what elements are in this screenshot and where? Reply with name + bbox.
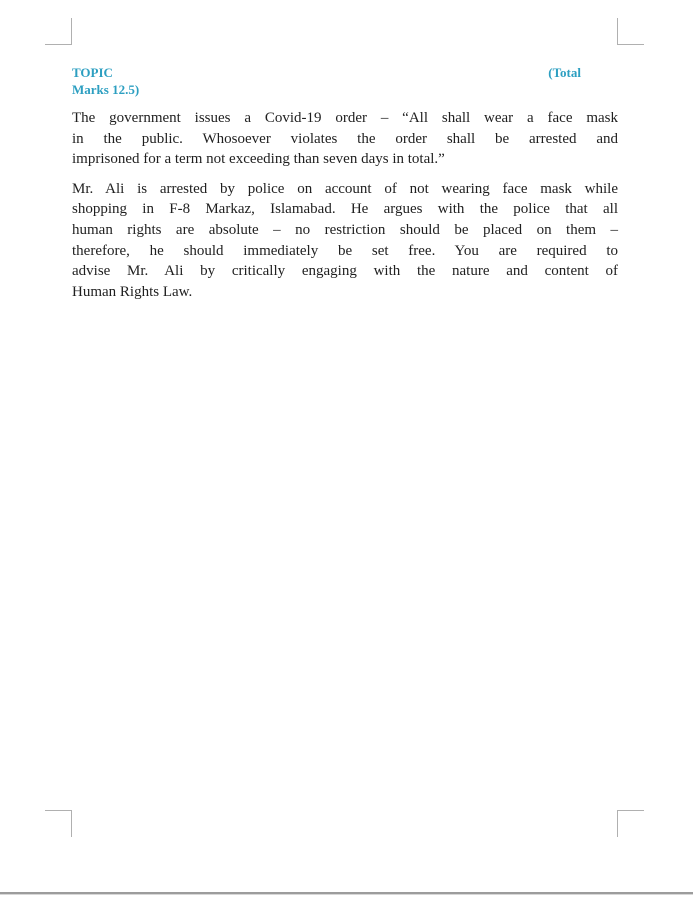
text-line: Human Rights Law. (72, 283, 193, 300)
topic-label: TOPIC (72, 65, 113, 80)
margin-crop-mark-bottom-left (45, 810, 72, 837)
text-line: human rights are absolute – no restriction should be placed on them – (72, 221, 618, 238)
margin-crop-mark-top-right (617, 18, 644, 45)
text-line: Mr. Ali is arrested by police on account of not wearing face mask while (72, 180, 618, 197)
paragraph-mr-ali-scenario (72, 179, 618, 303)
text-line: advise Mr. Ali by critically engaging with the nature and content of (72, 263, 618, 280)
page-boundary-line (0, 892, 693, 895)
margin-crop-mark-bottom-right (617, 810, 644, 837)
text-line: imprisoned for a term not exceeding than seven days in total.” (72, 151, 445, 168)
text-line: shopping in F-8 Markaz, Islamabad. He argues with the police that all (72, 201, 618, 218)
margin-crop-mark-top-left (45, 18, 72, 45)
text-line: The government issues a Covid-19 order – “All shall wear a face mask (72, 110, 618, 126)
document-body (72, 64, 618, 311)
topic-heading (72, 64, 618, 98)
text-line: therefore, he should immediately be set free. You are required to (72, 242, 618, 259)
topic-heading-line1 (72, 64, 618, 81)
paragraph-covid-order (72, 108, 618, 170)
total-marks-label-part1: (Total (548, 65, 581, 80)
total-marks-label-part2: Marks 12.5) (72, 82, 140, 97)
text-line: in the public. Whosoever violates the order shall be arrested and (72, 130, 618, 147)
